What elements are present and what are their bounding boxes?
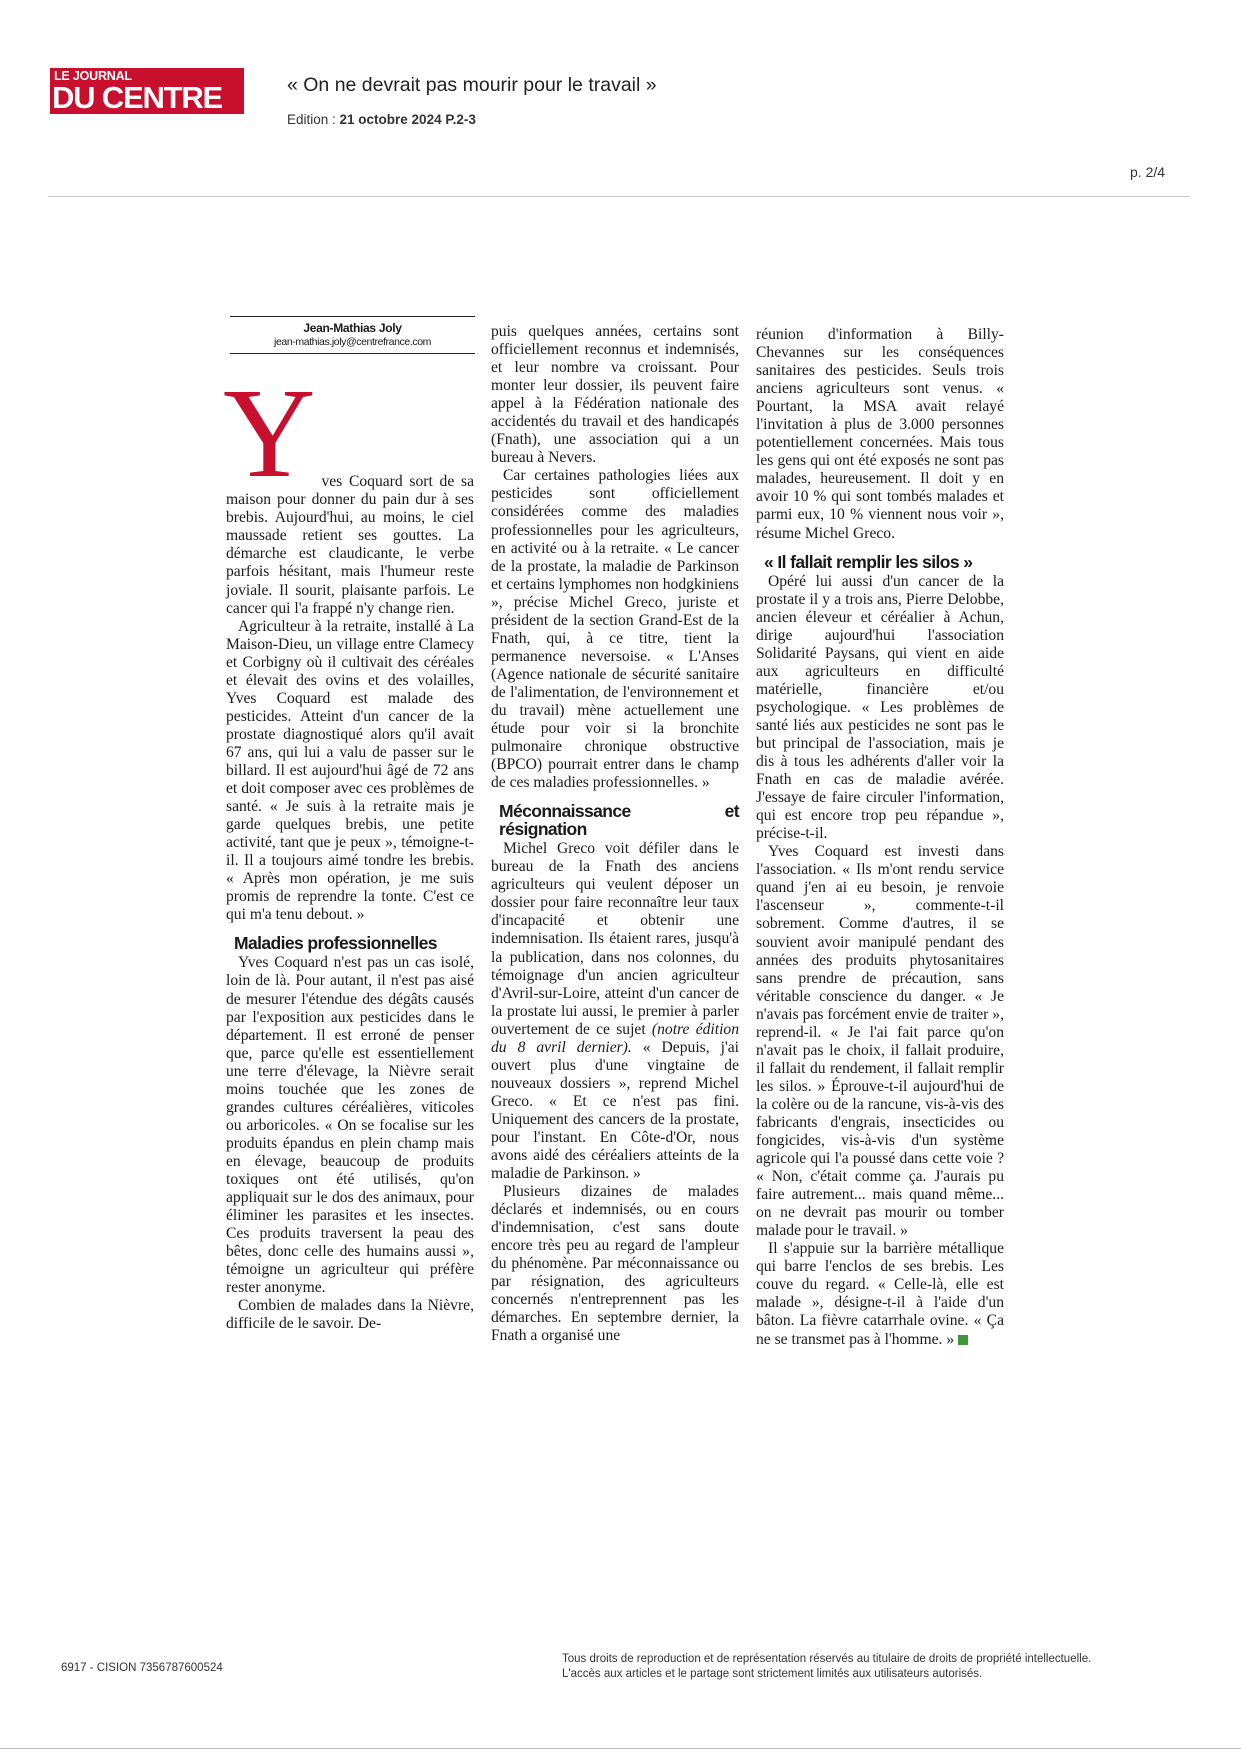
- article-paragraph: Plusieurs dizaines de malades déclarés et indemnisés, ou en cours d'indemnisation, c'est sans doute encore très peu au regard de l'ampleur du phénomène. Par méconnaissance ou par résignation, des agriculteurs concernés n'entreprennent pas les démarches. En septembre dernier, la Fnath a organisé une: [491, 1183, 739, 1345]
- article-column-3: [756, 326, 1004, 1349]
- subheading: Maladies professionnelles: [234, 933, 437, 954]
- article-headline: « On ne devrait pas mourir pour le travail »: [287, 74, 657, 96]
- drop-cap: Y: [223, 362, 316, 504]
- header-divider: [48, 196, 1190, 197]
- article-paragraph: Yves Coquard est investi dans l'association. « Ils m'ont rendu service quand j'en ai eu besoin, je renvoie l'ascenseur », commente-t-il sobrement. Comme d'autres, il se souvient avoir manipulé pendant des années des produits phytosanitaires sans prendre de précaution, sans véritable conscience du danger. « Je n'avais pas forcément envie de traiter », reprend-il. « Je l'ai fait parce qu'on n'avait pas le choix, il fallait produire, il fallait du rendement, il fallait remplir les silos. » Éprouve-t-il aujourd'hui de la colère ou de la rancune, vis-à-vis des fabricants d'engrais, insecticides ou fongicides, vis-à-vis d'un système agricole qui l'a poussé dans cette voie ? « Non, c'était comme ça. J'aurais pu faire autrement... mais quand même... on ne devrait pas mourir ou tomber malade pour le travail. »: [756, 843, 1004, 1240]
- footer-divider: [0, 1748, 1241, 1749]
- edition-info: [287, 112, 476, 127]
- article-paragraph: Car certaines pathologies liées aux pesticides sont officiellement considérées comme des maladies professionnelles pour les agriculteurs, en activité ou à la retraite. « Le cancer de la prostate, la maladie de Parkinson et certains lymphomes non hodgkiniens », précise Michel Greco, juriste et président de la section Grand-Est de la Fnath, qui, à ce titre, tient la permanence neversoise. « L'Anses (Agence nationale de sécurité sanitaire de l'alimentation, de l'environnement et du travail) mène actuellement une étude pour voir si la bronchite pulmonaire chronique obstructive (BPCO) pourrait entrer dans le champ de ces maladies professionnelles. »: [491, 467, 739, 792]
- byline: [230, 316, 475, 354]
- author-email: jean-mathias.joly@centrefrance.com: [274, 336, 431, 348]
- page-number: p. 2/4: [1130, 164, 1166, 180]
- article-paragraph: Yves Coquard n'est pas un cas isolé, loin de là. Pour autant, il n'est pas aisé de mesurer l'étendue des dégâts causés par l'exposition aux pesticides dans le département. Il est erroné de penser que, parce qu'elle est essentiellement une terre d'élevage, la Nièvre serait moins touchée que les zones de grandes cultures céréalières, viticoles ou arboricoles. « On se focalise sur les produits épandus en plein champ mais en élevage, beaucoup de produits toxiques ont été utilisés, qu'on appliquait sur le dos des animaux, pour éliminer les parasites et les insectes. Ces produits traversent la peau des bêtes, donc celle des humains aussi », témoigne un agriculteur qui préfère rester anonyme.: [226, 954, 474, 1297]
- cision-reference: 6917 - CISION 7356787600524: [61, 1662, 223, 1674]
- article-column-1: [223, 362, 474, 1333]
- article-column-2: [491, 323, 739, 1346]
- copyright-notice: [562, 1652, 1182, 1682]
- article-paragraph: réunion d'information à Billy-Chevannes sur les conséquences sanitaires des pesticides. Seuls trois anciens agriculteurs sont venus. « Pourtant, la MSA avait relayé l'invitation à plus de 3.000 personnes potentiellement concernées. Mais tous les gens qui ont été exposés ne sont pas malades, heureusement. Il doit y en avoir 10 % qui sont tombés malades et parmi eux, 10 % viennent nous voir », résume Michel Greco.: [756, 326, 1004, 542]
- article-paragraph: Opéré lui aussi d'un cancer de la prostate il y a trois ans, Pierre Delobbe, ancien éleveur et céréalier à Achun, dirige aujourd'hui l'association Solidarité Paysans, qui vient en aide aux agriculteurs en difficulté matérielle, financière et/ou psychologique. « Les problèmes de santé liés aux pesticides ne sont pas le but principal de l'association, mais je dis à tous les adhérents d'aller voir la Fnath en cas de maladie avérée. J'essaye de faire circuler l'information, qui est encore trop peu répandue », précise-t-il.: [756, 572, 1004, 843]
- article-paragraph: [223, 362, 474, 618]
- article-paragraph: Agriculteur à la retraite, installé à La Maison-Dieu, un village entre Clamecy et Corbigny où il cultivait des céréales et élevait des ovins et des volailles, Yves Coquard est malade des pesticides. Atteint d'un cancer de la prostate diagnostiqué alors qu'il avait 67 ans, qui lui a valu de passer sur le billard. Il est aujourd'hui âgé de 72 ans et doit composer avec ces problèmes de santé. « Je suis à la retraite mais je garde quelques brebis, une petite activité, tant que je peux », témoigne-t-il. Il a toujours aimé tondre les brebis. « Après mon opération, je me suis promis de reprendre la tonte. C'est ce qui m'a tenu debout. »: [226, 617, 474, 924]
- edition-value: 21 octobre 2024 P.2-3: [339, 112, 476, 127]
- article-paragraph: [491, 840, 739, 1183]
- paragraph-text: Il s'appuie sur la barrière métallique qui barre l'enclos de ses brebis. Les couve du regard. « Celle-là, elle est malade », désigne-t-il à l'aide d'un bâton. La fièvre catarrhale ovine. « Ça ne se transmet pas à l'homme. »: [756, 1240, 1004, 1348]
- logo-line-1: LE JOURNAL: [54, 69, 132, 83]
- article-paragraph: puis quelques années, certains sont officiellement reconnus et indemnisés, et leur nombre va croissant. Pour monter leur dossier, ils peuvent faire appel à la Fédération nationale des accidentés du travail et des handicapés (Fnath), une association qui a un bureau à Nevers.: [491, 323, 739, 467]
- author-name: Jean-Mathias Joly: [303, 321, 402, 335]
- article-paragraph: [756, 1240, 1004, 1348]
- subheading: « Il fallait remplir les silos »: [764, 551, 973, 572]
- copyright-line-1: Tous droits de reproduction et de représentation réservés au titulaire de droits de propriété intellectuelle.: [562, 1653, 1092, 1665]
- subheading: Méconnaissance et résignation: [499, 801, 739, 840]
- paragraph-text: Michel Greco voit défiler dans le bureau de la Fnath des anciens agriculteurs qui veulent déposer un dossier pour faire reconnaître leur taux d'incapacité et obtenir une indemnisation. Ils étaient rares, jusqu'à la publication, dans nos colonnes, du témoignage d'un ancien agriculteur d'Avril-sur-Loire, atteint d'un cancer de la prostate lui aussi, le premier à parler ouvertement de ce sujet: [491, 840, 739, 1038]
- journal-logo: [50, 68, 244, 114]
- paragraph-text: « Depuis, j'ai ouvert plus d'une vingtaine de nouveaux dossiers », reprend Michel Greco. « Et ce n'est pas fini. Uniquement des cancers de la prostate, pour l'instant. En Côte-d'Or, nous avons aidé des céréaliers atteints de la maladie de Parkinson. »: [491, 1038, 739, 1183]
- edition-reference: (notre édition du 8 avril dernier).: [491, 1020, 739, 1056]
- copyright-line-2: L'accès aux articles et le partage sont strictement limités aux utilisateurs autorisés.: [562, 1668, 983, 1680]
- logo-line-2: DU CENTRE: [52, 80, 223, 114]
- article-paragraph: Combien de malades dans la Nièvre, difficile de le savoir. De-: [226, 1297, 474, 1333]
- paragraph-text: ves Coquard sort de sa maison pour donner du pain dur à ses brebis. Aujourd'hui, au moins, le ciel maussade retient ses gouttes. La démarche est claudicante, le verbe parfois hésitant, mais l'humeur reste joviale. Il sourit, plaisante parfois. Le cancer qui l'a frappé n'y change rien.: [226, 473, 474, 617]
- end-of-article-icon: [958, 1335, 968, 1345]
- edition-label: Edition :: [287, 112, 340, 127]
